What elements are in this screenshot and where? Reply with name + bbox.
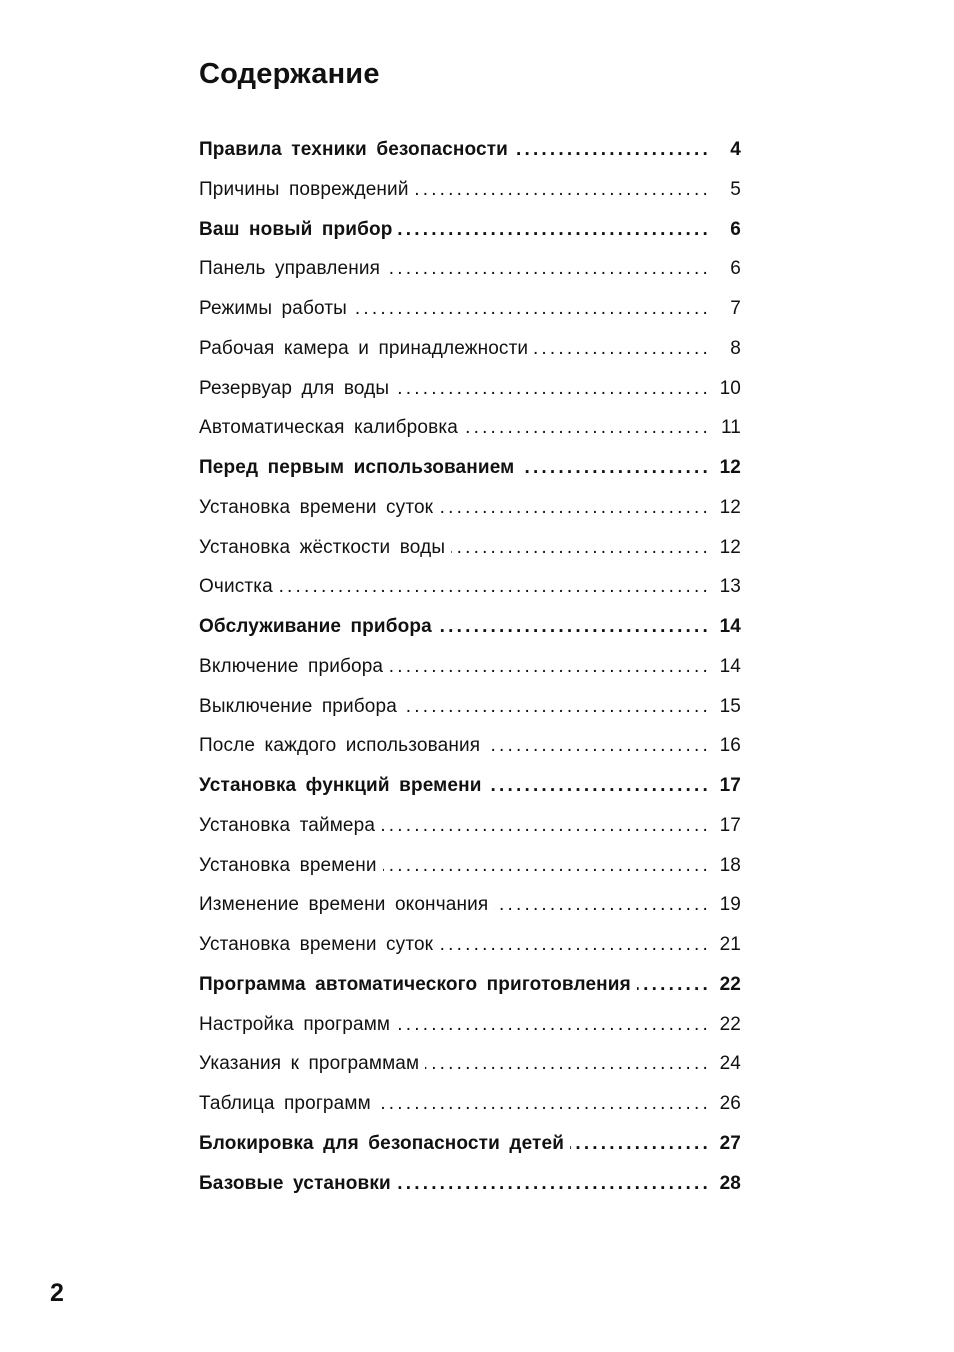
toc-entry[interactable] (199, 1005, 741, 1045)
toc-entry[interactable] (199, 249, 741, 289)
toc-entry-page: 14 (719, 616, 741, 637)
toc-entry-page: 12 (719, 496, 741, 518)
toc-dot-leader (488, 766, 711, 806)
toc-entry-page: 22 (719, 1013, 741, 1035)
toc-entry-label: Включение прибора (199, 655, 384, 677)
toc-entry-label: Установка таймера (199, 814, 376, 836)
toc-entry-label: Установка времени (199, 854, 377, 876)
toc-dot-leader (439, 488, 711, 528)
toc-entry-label: Базовые установки (199, 1172, 391, 1194)
toc-entry-label: Резервуар для воды (199, 377, 390, 399)
toc-entry-page: 16 (719, 735, 741, 757)
toc-entry-page: 4 (730, 139, 741, 160)
toc-entry-page: 14 (719, 655, 741, 677)
toc-entry-label: Настройка программ (199, 1013, 391, 1035)
toc-entry-label: Очистка (199, 576, 273, 598)
toc-dot-leader (389, 647, 711, 687)
toc-entry-label: Обслуживание прибора (199, 616, 432, 637)
toc-entry[interactable] (199, 567, 741, 607)
toc-entry-label: Установка функций времени (199, 775, 482, 796)
toc-entry-label: Изменение времени окончания (199, 894, 489, 916)
toc-entry-page: 6 (730, 258, 741, 280)
toc-entry[interactable] (199, 488, 741, 528)
toc-dot-leader (486, 726, 711, 766)
toc-dot-leader (534, 329, 711, 369)
toc-entry-label: Установка времени суток (199, 496, 434, 518)
toc-entry-page: 10 (719, 377, 741, 399)
toc-entry-page: 28 (719, 1172, 741, 1194)
toc-entry[interactable] (199, 647, 741, 687)
toc-entry-label: После каждого использования (199, 735, 481, 757)
toc-entry-page: 13 (719, 576, 741, 598)
toc-entry[interactable] (199, 528, 741, 568)
toc-entry[interactable] (199, 369, 741, 409)
toc-entry[interactable] (199, 170, 741, 210)
toc-entry-page: 19 (719, 894, 741, 916)
toc-entry-page: 27 (719, 1132, 741, 1154)
toc-entry-page: 22 (719, 973, 741, 995)
toc-dot-leader (395, 369, 711, 409)
page-title: Содержание (199, 58, 380, 90)
toc-dot-leader (570, 1124, 711, 1164)
toc-section-entry[interactable] (199, 448, 741, 488)
toc-dot-leader (451, 528, 711, 568)
toc-entry-page: 12 (719, 536, 741, 558)
toc-entry-label: Ваш новый прибор (199, 218, 393, 240)
toc-entry[interactable] (199, 1044, 741, 1084)
toc-dot-leader (279, 567, 711, 607)
toc-entry-page: 24 (719, 1053, 741, 1075)
toc-entry-page: 15 (719, 695, 741, 717)
toc-dot-leader (381, 806, 711, 846)
toc-dot-leader (439, 925, 711, 965)
toc-entry-page: 8 (730, 337, 741, 359)
toc-entry[interactable] (199, 885, 741, 925)
toc-dot-leader (377, 1084, 711, 1124)
table-of-contents (199, 130, 741, 1203)
toc-entry-label: Выключение прибора (199, 695, 397, 717)
toc-entry-page: 11 (720, 417, 741, 439)
toc-entry-label: Блокировка для безопасности детей (199, 1132, 565, 1154)
toc-entry-page: 18 (719, 854, 741, 876)
toc-entry-page: 12 (719, 457, 741, 478)
toc-entry[interactable] (199, 806, 741, 846)
toc-entry[interactable] (199, 925, 741, 965)
toc-section-entry[interactable] (199, 965, 741, 1005)
toc-dot-leader (396, 1005, 711, 1045)
toc-entry-label: Режимы работы (199, 298, 347, 319)
toc-dot-leader (425, 1044, 711, 1084)
toc-dot-leader (397, 1164, 711, 1204)
toc-entry-page: 5 (730, 178, 741, 200)
toc-entry-label: Правила техники безопасности (199, 139, 508, 160)
page-number: 2 (50, 1279, 64, 1307)
toc-entry-label: Причины повреждений (199, 178, 409, 200)
toc-entry[interactable] (199, 408, 741, 448)
toc-dot-leader (386, 249, 711, 289)
toc-dot-leader (464, 408, 711, 448)
toc-entry[interactable] (199, 687, 741, 727)
toc-entry[interactable] (199, 1084, 741, 1124)
toc-section-entry[interactable] (199, 130, 741, 170)
toc-entry[interactable] (199, 329, 741, 369)
toc-entry-page: 17 (719, 814, 741, 836)
toc-section-entry[interactable] (199, 607, 741, 647)
toc-entry-label: Панель управления (199, 258, 381, 280)
toc-dot-leader (403, 687, 711, 727)
toc-entry-label: Установка времени суток (199, 934, 434, 955)
toc-dot-leader (398, 210, 711, 250)
toc-entry-label: Рабочая камера и принадлежности (199, 337, 529, 359)
toc-entry-page: 26 (719, 1093, 741, 1114)
toc-entry-page: 21 (719, 934, 741, 955)
toc-entry-page: 17 (719, 775, 741, 796)
toc-entry-label: Таблица программ (199, 1093, 371, 1114)
toc-dot-leader (637, 965, 711, 1005)
toc-entry-page: 6 (730, 218, 741, 240)
toc-section-entry[interactable] (199, 1164, 741, 1204)
toc-section-entry[interactable] (199, 1124, 741, 1164)
toc-section-entry[interactable] (199, 766, 741, 806)
toc-section-entry[interactable] (199, 210, 741, 250)
toc-entry-label: Перед первым использованием (199, 457, 515, 478)
toc-dot-leader (415, 170, 711, 210)
toc-entry-label: Указания к программам (199, 1053, 420, 1075)
toc-dot-leader (520, 448, 711, 488)
toc-entry[interactable] (199, 846, 741, 886)
toc-dot-leader (353, 289, 711, 329)
toc-entry-label: Автоматическая калибровка (199, 417, 458, 439)
toc-dot-leader (438, 607, 711, 647)
toc-dot-leader (383, 846, 711, 886)
toc-dot-leader (494, 885, 711, 925)
toc-entry[interactable] (199, 726, 741, 766)
toc-entry-label: Установка жёсткости воды (199, 536, 446, 558)
toc-entry-label: Программа автоматического приготовления (199, 973, 631, 995)
toc-entry[interactable] (199, 289, 741, 329)
toc-dot-leader (514, 130, 711, 170)
toc-entry-page: 7 (730, 298, 741, 319)
